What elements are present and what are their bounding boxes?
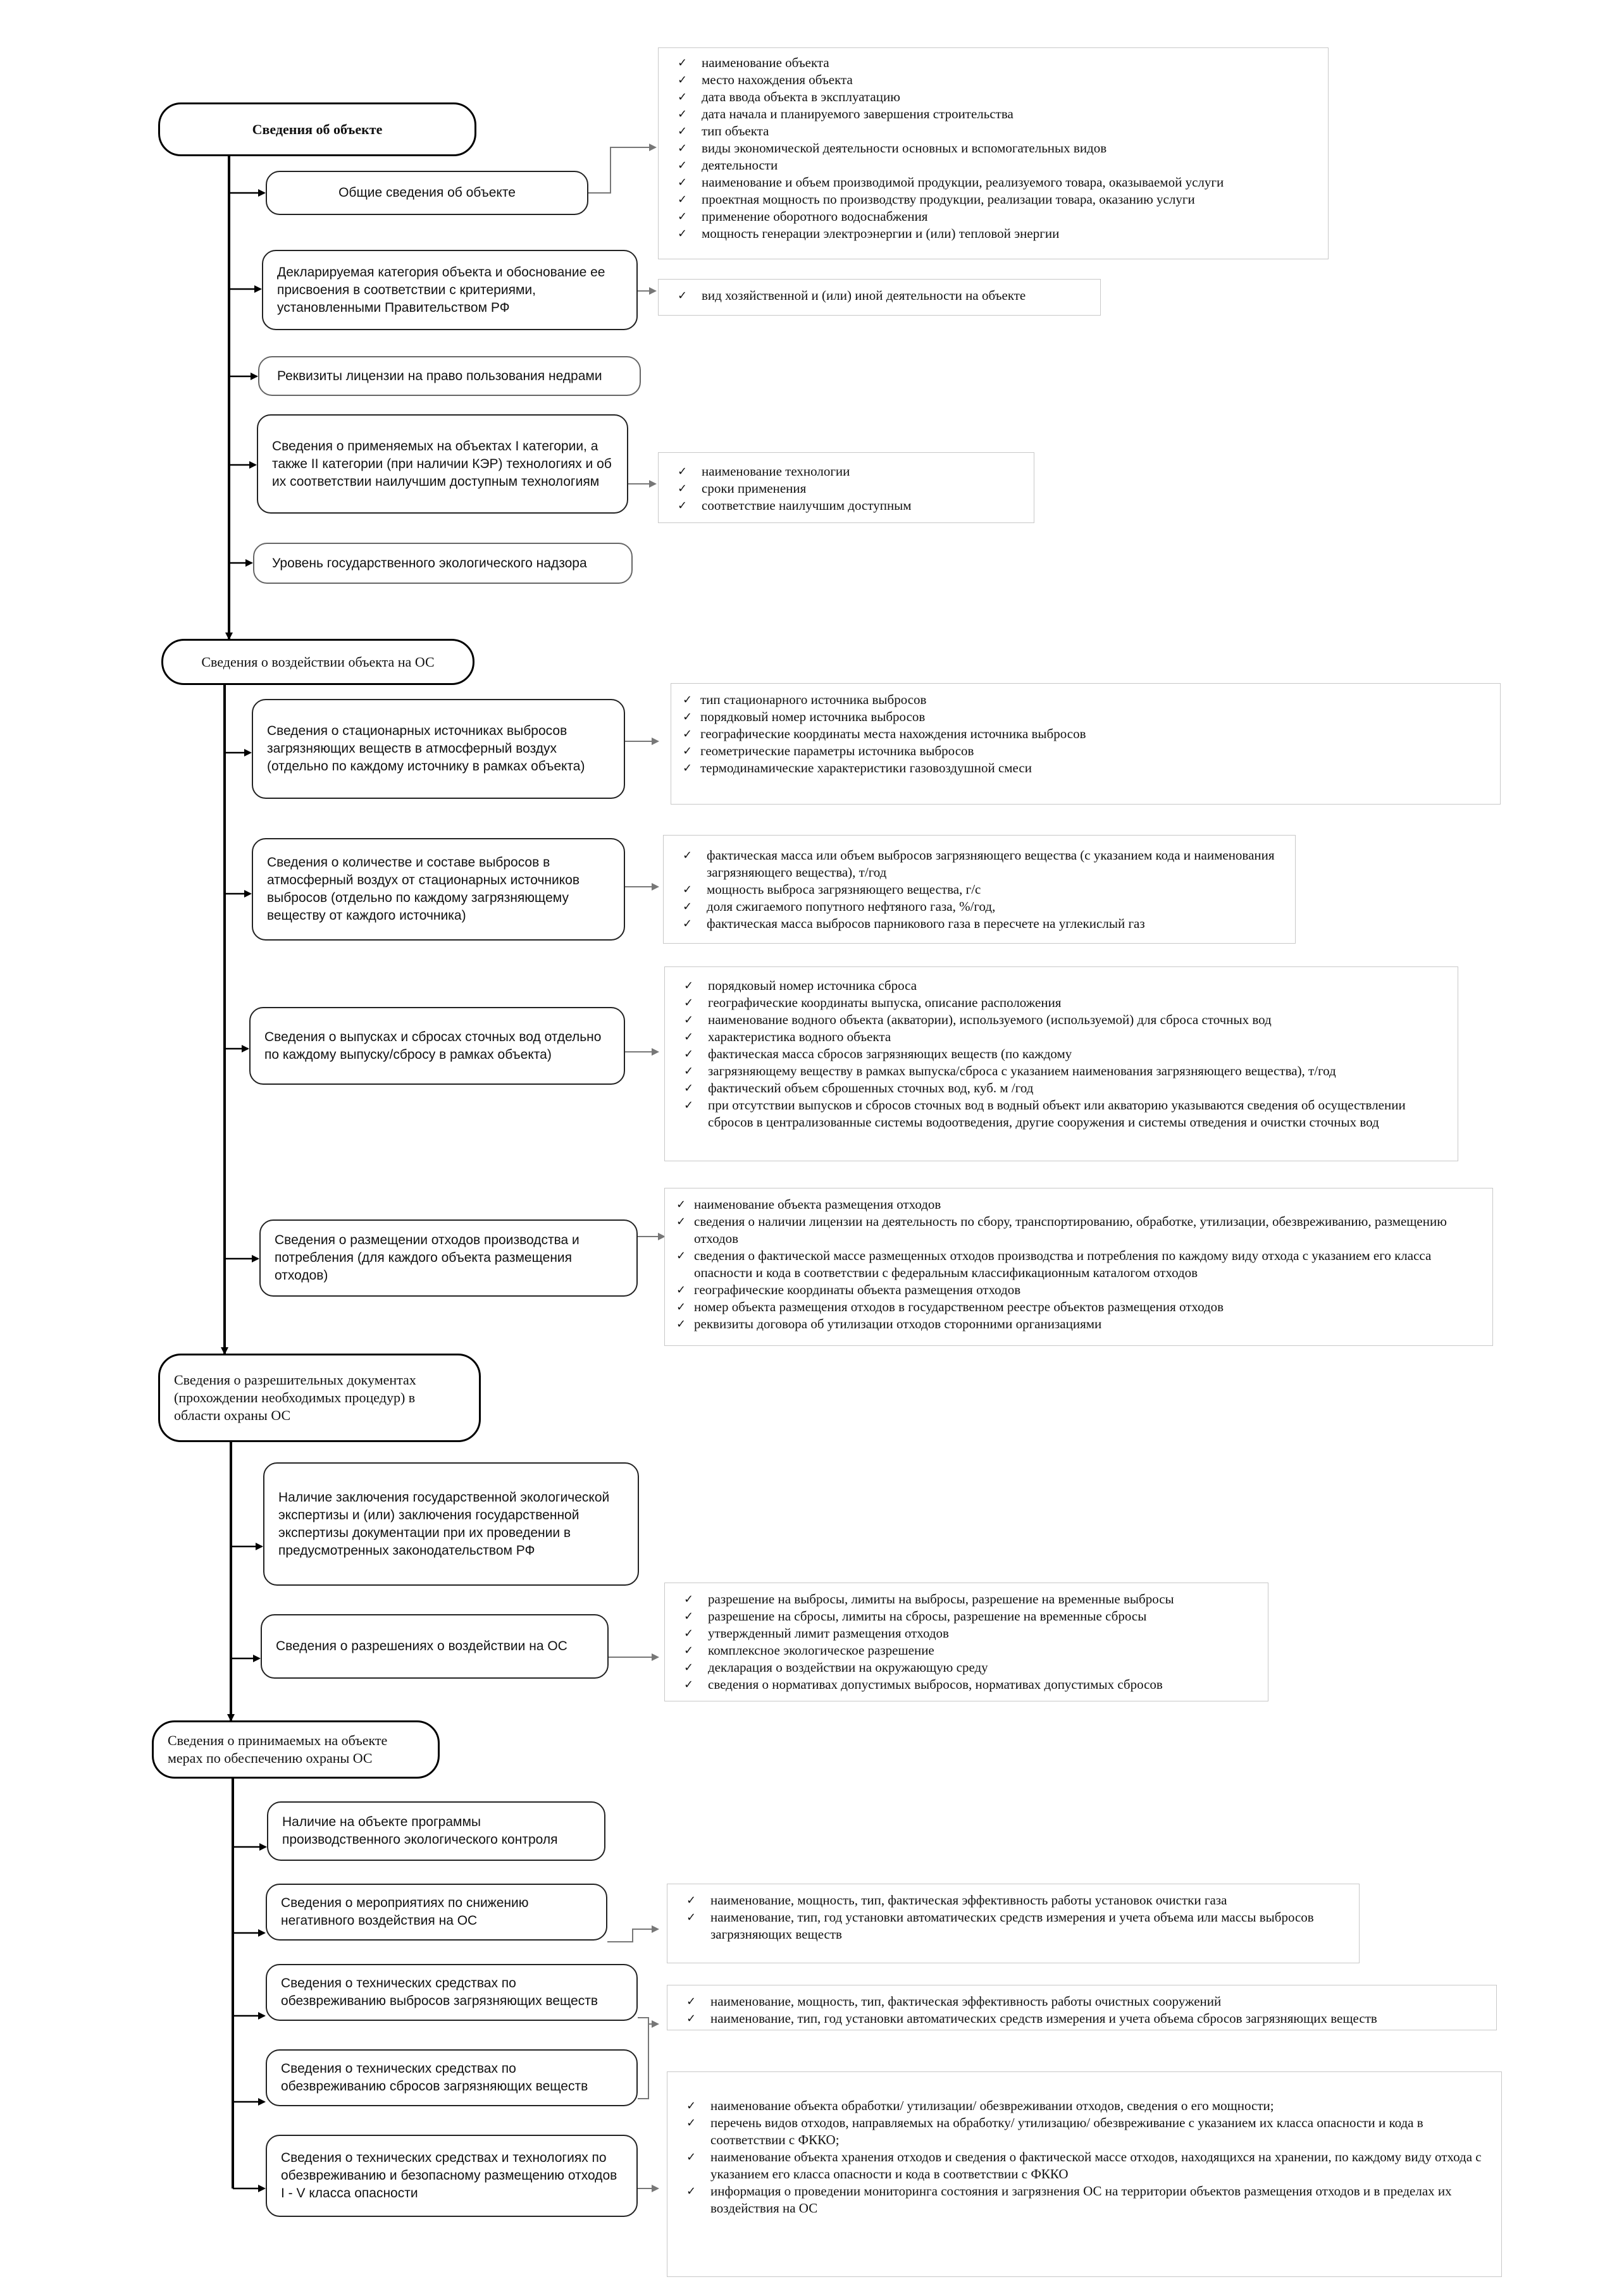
box-waste-technologies-label: Сведения о технических средствах и технологиях по обезвреживанию и безопасному размещению отходов I - V класса опасности <box>281 2151 617 2200</box>
box-waste-disposal-label: Сведения о размещении отходов производства и потребления (для каждого объекта размещения отходов) <box>275 1233 580 1283</box>
list-item: ✓ утвержденный лимит размещения отходов <box>675 1625 1258 1642</box>
list-item: ✓ тип объекта <box>669 123 1318 140</box>
list-general-info-items <box>669 54 1318 242</box>
box-production-control <box>267 1801 605 1861</box>
list-emissions-amount <box>663 835 1296 944</box>
box-subsoil-license <box>258 356 641 396</box>
box-impact-permits-label: Сведения о разрешениях о воздействии на ОС <box>276 1639 567 1653</box>
section-object-info <box>158 102 476 156</box>
list-item: ✓ наименование объекта размещения отходов <box>675 1196 1482 1213</box>
list-item: ✓ соответствие наилучшим доступным <box>669 497 1024 514</box>
list-item: ✓ наименование, тип, год установки автоматических средств измерения и учета объема или массы выбросов загрязняющих веществ <box>678 1909 1349 1943</box>
list-item: ✓ наименование объекта <box>669 54 1318 71</box>
list-item: ✓ географические координаты объекта размещения отходов <box>675 1281 1482 1299</box>
list-waste-disposal-items <box>675 1196 1482 1333</box>
list-waste-disposal <box>664 1188 1493 1346</box>
list-stationary-sources <box>671 683 1501 805</box>
list-item: ✓ перечень видов отходов, направляемых на обработку/ утилизацию/ обезвреживание с указанием их класса опасности и кода в соответствии с ФККО; <box>678 2114 1491 2149</box>
list-item: ✓ наименование, тип, год установки автоматических средств измерения и учета объема сбросов загрязняющих веществ <box>678 2010 1486 2027</box>
list-item: ✓ порядковый номер источника сброса <box>675 977 1447 994</box>
section-object-info-label: Сведения об объекте <box>252 121 383 137</box>
list-item: ✓ при отсутствии выпусков и сбросов сточных вод в водный объект или акваторию указываются сведения об осуществлении сбросов в централизованные системы водоотведения, другие сооружения и системы отведения и очистки сточных вод <box>675 1097 1447 1131</box>
list-item: ✓ мощность выброса загрязняющего вещества, г/с <box>674 881 1285 898</box>
section-permits <box>158 1354 481 1442</box>
box-waste-technologies <box>266 2135 638 2217</box>
list-item: ✓ сроки применения <box>669 480 1024 497</box>
list-activity-type-items <box>669 287 1090 304</box>
box-subsoil-license-label: Реквизиты лицензии на право пользования недрами <box>277 368 602 383</box>
list-item: ✓ сведения о нормативах допустимых выбросов, нормативах допустимых сбросов <box>675 1676 1258 1693</box>
list-item: ✓ фактическая масса выбросов парникового газа в пересчете на углекислый газ <box>674 915 1285 932</box>
list-item: ✓ сведения о фактической массе размещенных отходов производства и потребления по каждому виду отхода с указанием его класса опасности и кода в соответствии с федеральным классификационным каталогом отходов <box>675 1247 1482 1281</box>
list-item: ✓ наименование объекта обработки/ утилизации/ обезвреживании отходов, сведения о его мощности; <box>678 2097 1491 2114</box>
box-technologies <box>257 414 628 514</box>
list-item: ✓ географические координаты места нахождения источника выбросов <box>681 725 1490 743</box>
box-impact-reduction-label: Сведения о мероприятиях по снижению негативного воздействия на ОС <box>281 1896 529 1928</box>
list-item: ✓ географические координаты выпуска, описание расположения <box>675 994 1447 1011</box>
box-wastewater-discharges-label: Сведения о выпусках и сбросах сточных вод отдельно по каждому выпуску/сбросу в рамках объекта) <box>264 1029 602 1062</box>
list-wastewater-discharges-items <box>675 977 1447 1131</box>
list-item: ✓ деятельности <box>669 157 1318 174</box>
box-emissions-amount-label: Сведения о количестве и составе выбросов в атмосферный воздух от стационарных источников выбросов (отдельно по каждому загрязняющему веществу от каждого источника) <box>267 855 580 923</box>
list-item: ✓ сведения о наличии лицензии на деятельность по сбору, транспортированию, обработке, утилизации, обезвреживанию, размещению отходов <box>675 1213 1482 1247</box>
list-stationary-sources-items <box>681 691 1490 777</box>
list-item: ✓ характеристика водного объекта <box>675 1028 1447 1046</box>
list-gas-cleaning-items <box>678 1892 1349 1943</box>
box-waste-disposal <box>259 1219 638 1297</box>
box-production-control-label: Наличие на объекте программы производственного экологического контроля <box>282 1815 558 1847</box>
box-stationary-sources <box>252 699 625 799</box>
list-item: ✓ фактическая масса или объем выбросов загрязняющего вещества (с указанием кода и наименования загрязняющего вещества), т/год <box>674 847 1285 881</box>
list-item: ✓ применение оборотного водоснабжения <box>669 208 1318 225</box>
box-general-info <box>266 171 588 215</box>
link-b14-l10 <box>638 2018 658 2024</box>
list-treatment-facilities-items <box>678 1993 1486 2027</box>
box-emission-neutralization-label: Сведения о технических средствах по обезвреживанию выбросов загрязняющих веществ <box>281 1976 598 2008</box>
link-b13-l9 <box>607 1929 658 1942</box>
section-protection-measures-label: Сведения о принимаемых на объекте мерах по обеспечению охраны ОС <box>168 1732 388 1766</box>
list-item: ✓ вид хозяйственной и (или) иной деятельности на объекте <box>669 287 1090 304</box>
list-item: ✓ термодинамические характеристики газовоздушной смеси <box>681 760 1490 777</box>
list-item: ✓ дата начала и планируемого завершения строительства <box>669 106 1318 123</box>
list-item: ✓ фактический объем сброшенных сточных вод, куб. м /год <box>675 1080 1447 1097</box>
list-emissions-amount-items <box>674 847 1285 932</box>
list-item: ✓ место нахождения объекта <box>669 71 1318 89</box>
list-item: ✓ наименование объекта хранения отходов и сведения о фактической массе отходов, находящихся на хранении, по каждому виду отхода с указанием его класса опасности и кода в соответствии с ФККО <box>678 2149 1491 2183</box>
list-item: ✓ наименование технологии <box>669 463 1024 480</box>
link-b1-l1 <box>588 147 655 193</box>
box-discharge-neutralization-label: Сведения о технических средствах по обезвреживанию сбросов загрязняющих веществ <box>281 2061 588 2094</box>
box-impact-reduction <box>266 1884 607 1941</box>
list-item: ✓ мощность генерации электроэнергии и (или) тепловой энергии <box>669 225 1318 242</box>
list-item: ✓ декларация о воздействии на окружающую среду <box>675 1659 1258 1676</box>
link-b15-l10 <box>638 2024 648 2099</box>
list-impact-permits-items <box>675 1591 1258 1693</box>
list-item: ✓ геометрические параметры источника выбросов <box>681 743 1490 760</box>
list-item: ✓ разрешение на выбросы, лимиты на выбросы, разрешение на временные выбросы <box>675 1591 1258 1608</box>
list-item: ✓ доля сжигаемого попутного нефтяного газа, %/год, <box>674 898 1285 915</box>
list-item: ✓ тип стационарного источника выбросов <box>681 691 1490 708</box>
box-technologies-label: Сведения о применяемых на объектах I категории, а также II категории (при наличии КЭР) технологиях и об их соответствии наилучшим доступным технологиям <box>272 438 612 489</box>
list-item: ✓ комплексное экологическое разрешение <box>675 1642 1258 1659</box>
list-item: ✓ информация о проведении мониторинга состояния и загрязнения ОС на территории объектов размещения отходов и в пределах их воздействия на ОС <box>678 2183 1491 2217</box>
box-impact-permits <box>261 1614 609 1679</box>
list-impact-permits <box>664 1583 1268 1701</box>
box-declared-category <box>262 250 638 330</box>
list-treatment-facilities <box>667 1985 1497 2030</box>
box-discharge-neutralization <box>266 2049 638 2106</box>
list-gas-cleaning <box>667 1884 1360 1963</box>
list-item: ✓ наименование водного объекта (акватории), используемого (используемой) для сброса сточных вод <box>675 1011 1447 1028</box>
list-item: ✓ номер объекта размещения отходов в государственном реестре объектов размещения отходов <box>675 1299 1482 1316</box>
box-general-info-label: Общие сведения об объекте <box>338 185 516 200</box>
list-general-info <box>658 47 1329 259</box>
section-environmental-impact <box>161 639 474 685</box>
list-item: ✓ реквизиты договора об утилизации отходов сторонними организациями <box>675 1316 1482 1333</box>
box-emission-neutralization <box>266 1964 638 2021</box>
list-activity-type <box>658 279 1101 316</box>
list-technologies <box>658 452 1034 523</box>
list-item: ✓ проектная мощность по производству продукции, реализации товара, оказанию услуги <box>669 191 1318 208</box>
box-expertise-conclusion <box>263 1462 639 1586</box>
box-declared-category-label: Декларируемая категория объекта и обоснование ее присвоения в соответствии с критериями, установленными Правительством РФ <box>277 264 605 315</box>
section-protection-measures <box>152 1720 440 1779</box>
list-item: ✓ порядковый номер источника выбросов <box>681 708 1490 725</box>
box-wastewater-discharges <box>249 1007 625 1085</box>
list-item: ✓ наименование, мощность, тип, фактическая эффективность работы очистных сооружений <box>678 1993 1486 2010</box>
box-supervision-level <box>253 543 633 584</box>
list-item: ✓ фактическая масса сбросов загрязняющих веществ (по каждому <box>675 1046 1447 1063</box>
list-item: ✓ виды экономической деятельности основных и вспомогательных видов <box>669 140 1318 157</box>
list-waste-technologies-items <box>678 2097 1491 2217</box>
list-item: ✓ разрешение на сбросы, лимиты на сбросы, разрешение на временные сбросы <box>675 1608 1258 1625</box>
list-item: ✓ загрязняющему веществу в рамках выпуска/сброса с указанием наименования загрязняющего вещества), т/год <box>675 1063 1447 1080</box>
list-item: ✓ дата ввода объекта в эксплуатацию <box>669 89 1318 106</box>
list-waste-technologies <box>667 2071 1502 2277</box>
list-technologies-items <box>669 463 1024 514</box>
box-supervision-level-label: Уровень государственного экологического надзора <box>272 555 587 571</box>
list-item: ✓ наименование, мощность, тип, фактическая эффективность работы установок очистки газа <box>678 1892 1349 1909</box>
box-stationary-sources-label: Сведения о стационарных источниках выбросов загрязняющих веществ в атмосферный воздух (отдельно по каждому источнику в рамках объекта) <box>267 724 585 774</box>
box-emissions-amount <box>252 838 625 941</box>
box-expertise-conclusion-label: Наличие заключения государственной экологической экспертизы и (или) заключения государственной экспертизы документации при их проведении в предусмотренных законодательством РФ <box>278 1490 610 1558</box>
section-environmental-impact-label: Сведения о воздействии объекта на ОС <box>201 653 435 670</box>
list-item: ✓ наименование и объем производимой продукции, реализуемого товара, оказываемой услуги <box>669 174 1318 191</box>
list-wastewater-discharges <box>664 966 1458 1161</box>
section-permits-label: Сведения о разрешительных документах (прохождении необходимых процедур) в области охраны ОС <box>174 1372 416 1423</box>
